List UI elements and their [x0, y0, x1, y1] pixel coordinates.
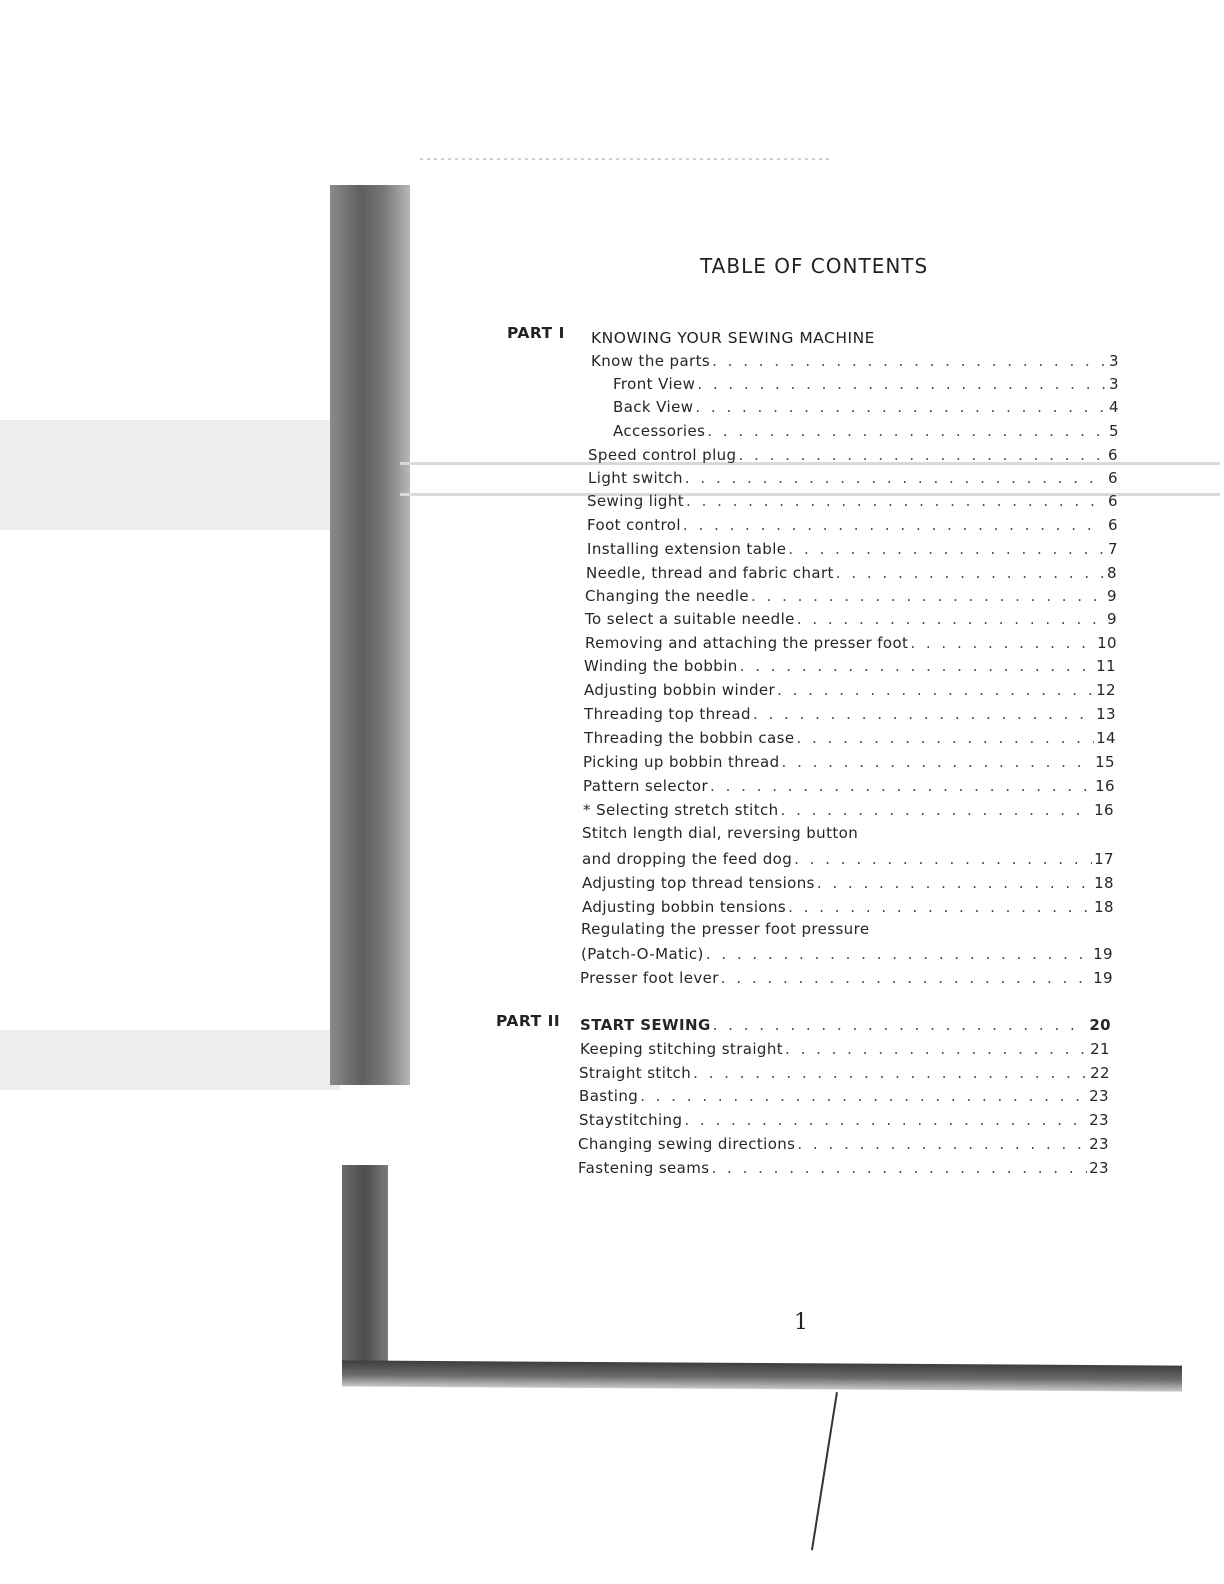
- toc-entry-page: 12: [1096, 681, 1116, 699]
- toc-entry-label: Speed control plug: [588, 446, 737, 464]
- toc-entry-label: Accessories: [613, 422, 706, 440]
- toc-entry-page: 14: [1096, 729, 1116, 747]
- toc-entry-page: 20: [1089, 1016, 1111, 1034]
- toc-entry-page: 6: [1108, 492, 1118, 510]
- toc-entry-page: 18: [1094, 898, 1114, 916]
- part-label: PART II: [496, 1012, 561, 1030]
- toc-entry: [579, 1111, 1109, 1133]
- toc-entry-label: Changing sewing directions: [578, 1135, 796, 1153]
- toc-entry-label: Winding the bobbin: [584, 657, 738, 675]
- toc-entry-label: Changing the needle: [585, 587, 750, 605]
- toc-entry-label: Presser foot lever: [580, 969, 719, 987]
- toc-entry-label: Sewing light: [587, 492, 685, 510]
- toc-entry-label: Threading the bobbin case: [584, 729, 795, 747]
- scan-crease-line: [811, 1392, 838, 1550]
- scan-binding-shadow: [330, 185, 410, 1085]
- toc-entry-page: 6: [1108, 446, 1118, 464]
- toc-entry-page: 23: [1089, 1159, 1109, 1177]
- toc-entry: [613, 398, 1119, 420]
- toc-entry-page: 3: [1109, 352, 1119, 370]
- toc-entry-page: 15: [1095, 753, 1115, 771]
- toc-entry: [578, 1135, 1109, 1157]
- toc-entry-label: and dropping the feed dog: [582, 850, 793, 868]
- toc-entry-page: 22: [1090, 1064, 1110, 1082]
- toc-entry: [613, 422, 1119, 444]
- toc-entry-page: 23: [1089, 1135, 1109, 1153]
- toc-entry-page: 8: [1107, 564, 1117, 582]
- toc-entry: [588, 446, 1118, 468]
- toc-entry-page: 19: [1093, 969, 1113, 987]
- toc-entry-page: 9: [1107, 610, 1117, 628]
- toc-entry-page: 17: [1094, 850, 1114, 868]
- toc-entry: [584, 681, 1116, 703]
- toc-entry-label: Pattern selector: [583, 777, 709, 795]
- toc-entry-page: 19: [1093, 945, 1113, 963]
- toc-entry-page: 9: [1107, 587, 1117, 605]
- toc-entry-label: * Selecting stretch stitch: [583, 801, 779, 819]
- toc-entry-label: Fastening seams: [578, 1159, 710, 1177]
- toc-entry-page: 16: [1094, 801, 1114, 819]
- toc-entry: [581, 945, 1113, 967]
- toc-entry: [584, 729, 1116, 751]
- toc-entry: [579, 1064, 1110, 1086]
- toc-entry: [587, 516, 1118, 538]
- page-number: 1: [794, 1310, 808, 1335]
- toc-entry: [580, 969, 1113, 991]
- scan-noise-band-lower: [0, 1030, 340, 1090]
- toc-entry: [587, 540, 1118, 562]
- toc-entry-label: Foot control: [587, 516, 681, 534]
- toc-entry-label: Adjusting bobbin tensions: [582, 898, 787, 916]
- toc-entry: [578, 1159, 1109, 1181]
- toc-entry: [584, 657, 1116, 679]
- toc-entry: [613, 375, 1119, 397]
- toc-entry-page: 18: [1094, 874, 1114, 892]
- toc-entry-label: Light switch: [588, 469, 683, 487]
- toc-entry-page: 23: [1089, 1087, 1109, 1105]
- toc-entry: [585, 587, 1117, 609]
- toc-entry: [582, 874, 1114, 896]
- page-title: TABLE OF CONTENTS: [700, 254, 929, 278]
- part-label: PART I: [507, 324, 565, 342]
- toc-entry: [584, 705, 1116, 727]
- toc-entry: [580, 1016, 1111, 1038]
- toc-entry: [586, 564, 1117, 586]
- toc-entry: [579, 1087, 1109, 1109]
- scan-noise-band-upper: [0, 420, 340, 530]
- toc-entry: [580, 1040, 1110, 1062]
- toc-entry-page: 16: [1095, 777, 1115, 795]
- toc-entry-label: Removing and attaching the presser foot: [585, 634, 909, 652]
- toc-entry-label: Adjusting bobbin winder: [584, 681, 776, 699]
- scan-page-bottom-edge: [342, 1360, 1182, 1391]
- toc-entry-page: 21: [1090, 1040, 1110, 1058]
- toc-entry-label: Basting: [579, 1087, 639, 1105]
- toc-entry: [583, 801, 1114, 823]
- toc-entry-label: Back View: [613, 398, 694, 416]
- toc-entry-label: Front View: [613, 375, 696, 393]
- toc-entry: [583, 777, 1115, 799]
- toc-entry-page: 6: [1108, 469, 1118, 487]
- toc-entry-page: 13: [1096, 705, 1116, 723]
- toc-entry-page: 10: [1097, 634, 1117, 652]
- toc-entry-label: (Patch-O-Matic): [581, 945, 704, 963]
- toc-entry-label: Keeping stitching straight: [580, 1040, 784, 1058]
- toc-entry-label: Installing extension table: [587, 540, 787, 558]
- toc-entry-page: 3: [1109, 375, 1119, 393]
- part-heading: KNOWING YOUR SEWING MACHINE: [591, 329, 875, 347]
- toc-entry-page: 5: [1109, 422, 1119, 440]
- toc-entry-label: Know the parts: [591, 352, 711, 370]
- toc-entry-label: Regulating the presser foot pressure: [581, 920, 870, 938]
- toc-entry: [583, 753, 1115, 775]
- toc-entry-page: 4: [1109, 398, 1119, 416]
- toc-entry-page: 23: [1089, 1111, 1109, 1129]
- toc-entry: [585, 610, 1117, 632]
- scan-binding-shadow-lower: [342, 1165, 388, 1385]
- toc-entry-page: 11: [1096, 657, 1116, 675]
- scan-top-noise: [420, 158, 830, 160]
- toc-entry: [582, 898, 1114, 920]
- toc-entry-label: Stitch length dial, reversing button: [582, 824, 859, 842]
- toc-entry: [588, 469, 1118, 491]
- toc-entry-label: Adjusting top thread tensions: [582, 874, 815, 892]
- toc-entry: [585, 634, 1117, 656]
- toc-entry-label: START SEWING: [580, 1016, 711, 1034]
- toc-entry-page: 6: [1108, 516, 1118, 534]
- toc-entry-page: 7: [1108, 540, 1118, 558]
- toc-entry: [587, 492, 1118, 514]
- toc-entry-label: Threading top thread: [584, 705, 751, 723]
- toc-entry-label: Picking up bobbin thread: [583, 753, 780, 771]
- toc-entry-label: Needle, thread and fabric chart: [586, 564, 834, 582]
- toc-entry-label: Staystitching: [579, 1111, 683, 1129]
- toc-entry-label: To select a suitable needle: [585, 610, 795, 628]
- toc-entry: [591, 352, 1119, 374]
- toc-entry: [582, 850, 1114, 872]
- toc-entry-label: Straight stitch: [579, 1064, 692, 1082]
